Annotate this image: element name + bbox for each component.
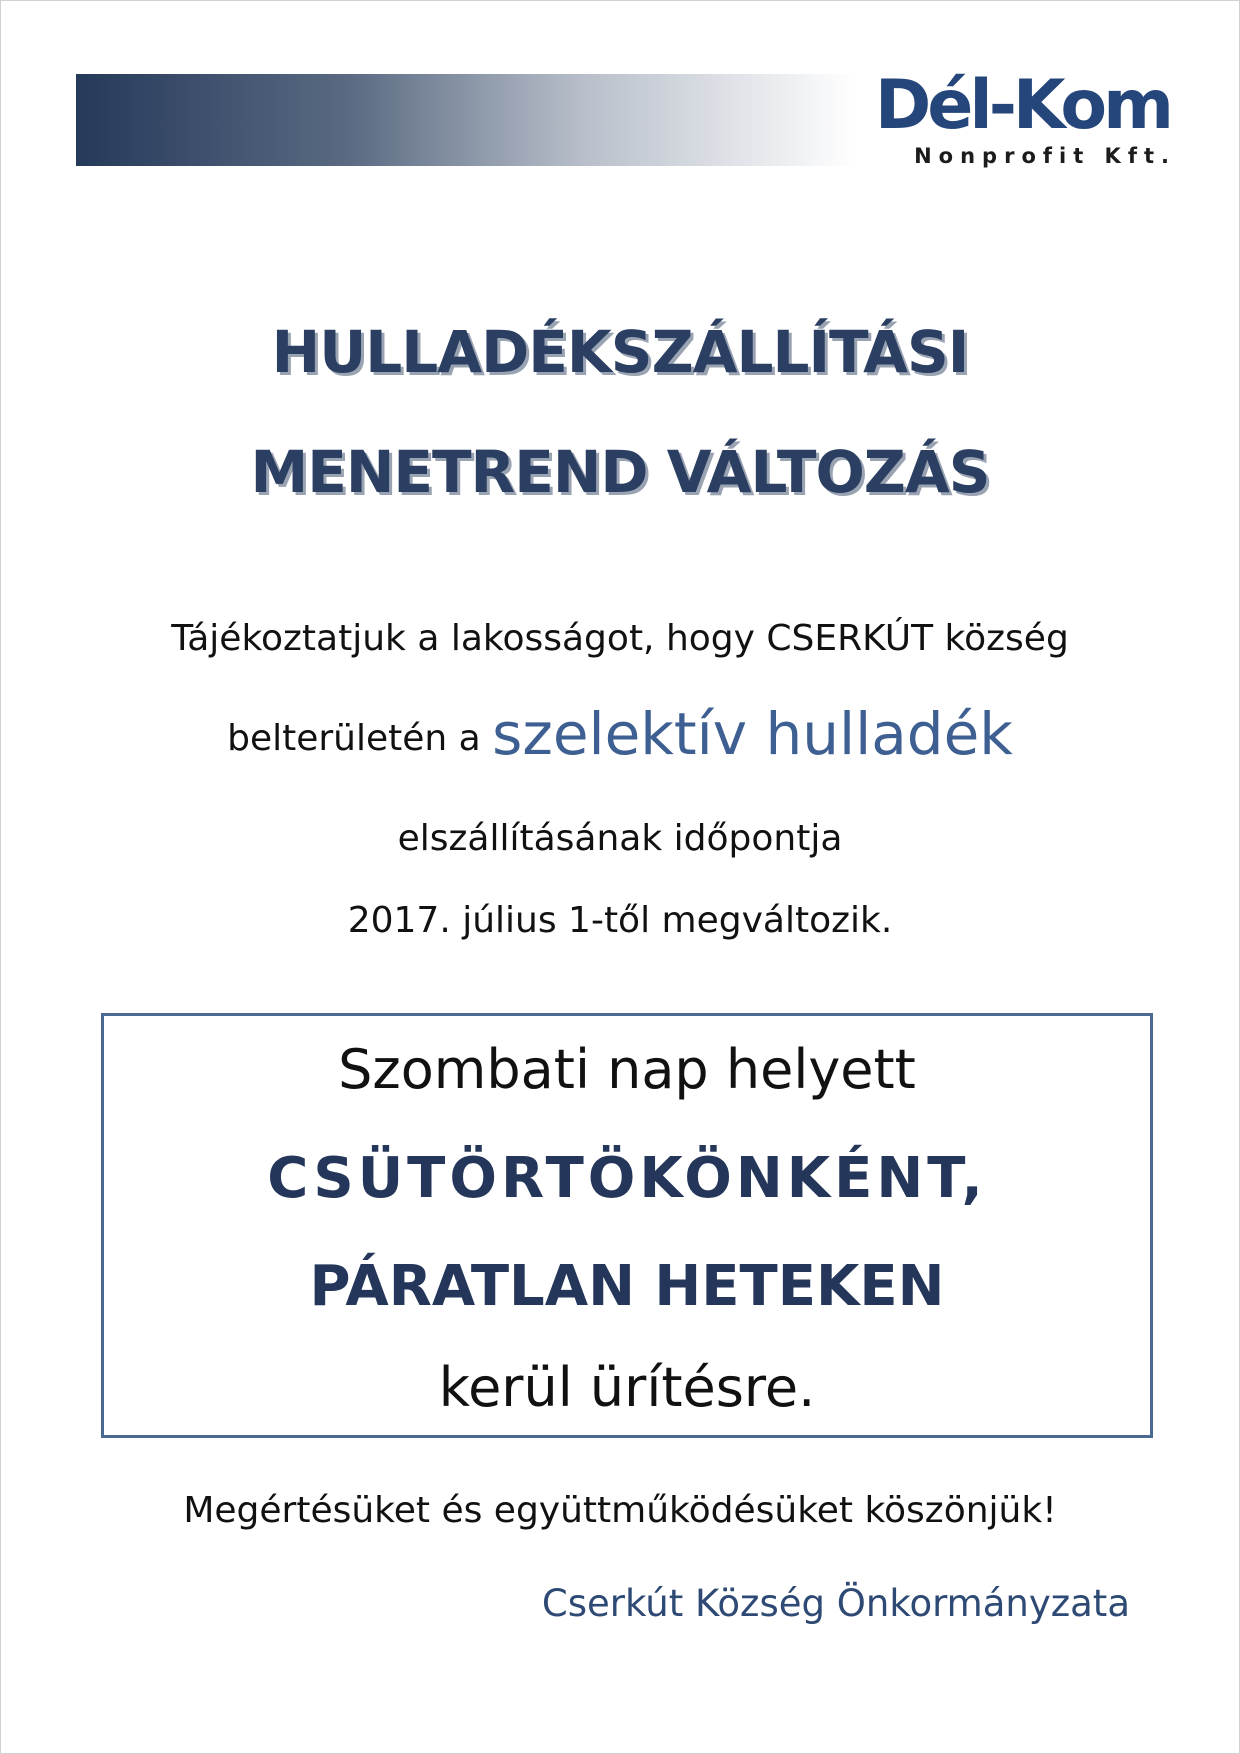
signature: Cserkút Község Önkormányzata (541, 1582, 1130, 1625)
logo-sub-text: Nonprofit Kft. (914, 144, 1176, 168)
notice-box (101, 1013, 1153, 1438)
intro-line-3: elszállításának időpontja (397, 818, 843, 859)
logo-main-text: Dél-Kom (874, 66, 1170, 145)
header-gradient-bar (76, 74, 856, 166)
notice-line-3: PÁRATLAN HETEKEN (309, 1254, 945, 1319)
notice-line-1: Szombati nap helyett (338, 1038, 916, 1101)
intro-line-2-prefix: belterületén a (227, 718, 493, 759)
notice-line-4: kerül ürítésre. (438, 1356, 816, 1419)
intro-line-2 (0, 700, 1240, 768)
thanks-text: Megértésüket és együttműködésüket köszönjük! (183, 1490, 1057, 1531)
company-logo (860, 66, 1176, 170)
notice-line-2: CSÜTÖRTÖKÖNKÉNT, (267, 1146, 987, 1211)
intro-highlight: szelektív hulladék (492, 700, 1013, 768)
intro-line-4: 2017. július 1-től megváltozik. (347, 900, 893, 941)
page-title-line-2: MENETREND VÁLTOZÁS (250, 438, 990, 506)
intro-line-1: Tájékoztatjuk a lakosságot, hogy CSERKÚT község (171, 618, 1069, 659)
page-title-line-1: HULLADÉKSZÁLLÍTÁSI (271, 318, 969, 386)
